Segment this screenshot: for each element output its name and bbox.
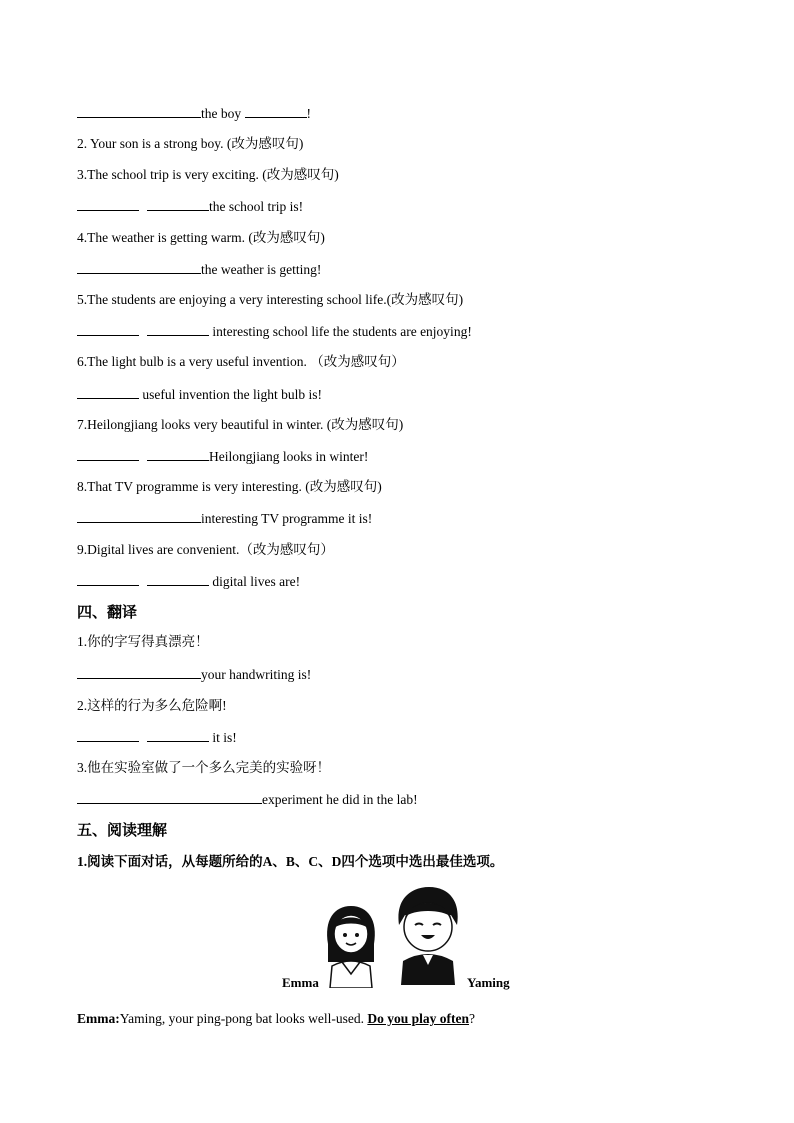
question-3: 3.The school trip is very exciting. (改为感叹句) [77,167,339,182]
answer-blank[interactable] [77,665,201,679]
answer-blank[interactable] [77,447,139,461]
answer-blank[interactable] [245,104,307,118]
underlined-phrase: Do you play often [367,1011,470,1026]
answer-blank[interactable] [147,572,209,586]
answer-blank[interactable] [77,572,139,586]
q6-answer-line: useful invention the light bulb is! [77,385,322,404]
answer-blank[interactable] [77,322,139,336]
t2-answer-line: it is! [77,728,237,747]
q7-answer-line: Heilongjiang looks in winter! [77,447,368,466]
answer-blank[interactable] [147,447,209,461]
question-4: 4.The weather is getting warm. (改为感叹句) [77,230,325,245]
yaming-illustration [393,885,463,985]
translation-1: 1.你的字写得真漂亮！ [77,634,209,649]
answer-blank[interactable] [147,322,209,336]
yaming-label: Yaming [467,975,510,990]
speaker-label: Emma: [77,1011,120,1026]
answer-blank[interactable] [77,728,139,742]
q4-answer-line: the weather is getting! [77,260,321,279]
answer-blank[interactable] [77,260,201,274]
translation-3: 3.他在实验室做了一个多么完美的实验呀！ [77,760,331,775]
emma-label: Emma [282,975,319,990]
emma-illustration [320,900,382,988]
section-heading-translation: 四、翻译 [77,603,138,621]
q5-answer-line: interesting school life the students are enjoying! [77,322,472,341]
q1-answer-line: the boy ! [77,104,311,123]
q9-answer-line: digital lives are! [77,572,300,591]
question-6: 6.The light bulb is a very useful invention. （改为感叹句） [77,354,405,369]
dialog-line: Emma:Yaming, your ping-pong bat looks well-used. Do you play often? [77,1011,476,1026]
question-5: 5.The students are enjoying a very interesting school life.(改为感叹句) [77,292,464,307]
translation-2: 2.这样的行为多么危险啊! [77,698,227,713]
t3-answer-line: experiment he did in the lab! [77,790,418,809]
reading-instruction: 1.阅读下面对话，从每题所给的A、B、C、D四个选项中选出最佳选项。 [77,854,504,869]
answer-blank[interactable] [147,728,209,742]
t1-answer-line: your handwriting is! [77,665,311,684]
question-9: 9.Digital lives are convenient.（改为感叹句） [77,542,334,557]
question-2: 2. Your son is a strong boy. (改为感叹句) [77,136,304,151]
answer-blank[interactable] [77,385,139,399]
answer-blank[interactable] [147,197,209,211]
answer-blank[interactable] [77,197,139,211]
answer-blank[interactable] [77,104,201,118]
q8-answer-line: interesting TV programme it is! [77,509,372,528]
q3-answer-line: the school trip is! [77,197,303,216]
section-heading-reading: 五、阅读理解 [77,821,168,839]
question-7: 7.Heilongjiang looks very beautiful in winter. (改为感叹句) [77,417,404,432]
answer-blank[interactable] [77,509,201,523]
answer-blank[interactable] [77,790,262,804]
question-8: 8.That TV programme is very interesting. (改为感叹句) [77,479,382,494]
